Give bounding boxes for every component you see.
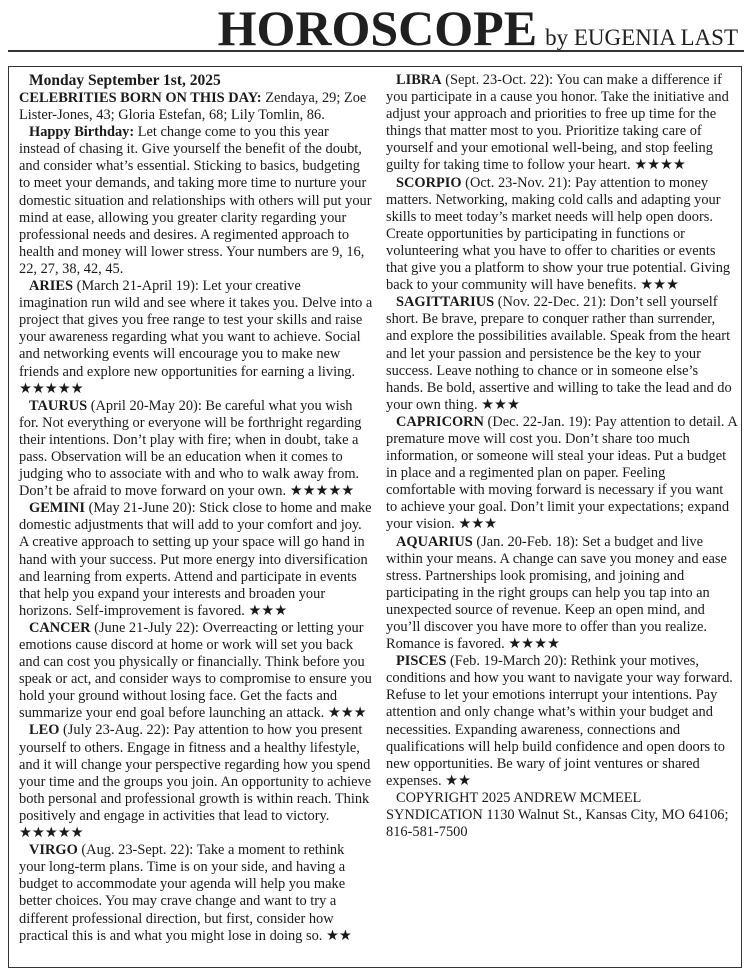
celebrities-label: CELEBRITIES BORN ON THIS DAY: bbox=[19, 90, 262, 106]
date-heading: Monday September 1st, 2025 bbox=[29, 72, 221, 89]
masthead-rule bbox=[8, 50, 744, 52]
sign-text: Be careful what you wish for. Not everything or everyone will be forthright regarding their intentions. Don’t play with fire; when in doubt, take a pass. Observation will be an education when it comes to judging who to associate with and who to walk away from. Don’t be afraid to move forward on your own. bbox=[19, 397, 362, 500]
copyright-notice: COPYRIGHT 2025 ANDREW MCMEEL SYNDICATION 1130 Walnut St., Kansas City, MO 64106; 816-581-7500 bbox=[386, 789, 729, 841]
sign-capricorn bbox=[386, 414, 738, 534]
sign-leo bbox=[19, 722, 373, 842]
sign-dates: (April 20-May 20): bbox=[87, 397, 206, 414]
star-rating: ★★★★★ bbox=[19, 380, 84, 397]
sign-text: Pay attention to how you present yourself to others. Engage in fitness and a healthy lifestyle, and it will change your perspective regarding how you spend your time and the groups you join. An opportunity to achieve both personal and professional growth is within reach. Think positively and engage in activities that lead to victory. bbox=[19, 722, 372, 824]
sign-text: Take a moment to rethink your long-term plans. Time is on your side, and having a budget to accommodate your agenda will help you make better choices. You may crave change and want to try a different professional direction, but first, consider how practical this is and what you might lose in doing so. bbox=[19, 842, 346, 944]
byline: by EUGENIA LAST bbox=[545, 25, 738, 50]
sign-dates: (Aug. 23-Sept. 22): bbox=[77, 842, 197, 859]
sign-gemini bbox=[19, 500, 373, 620]
sign-scorpio bbox=[386, 175, 738, 295]
page-title: HOROSCOPE bbox=[217, 0, 538, 56]
star-rating: ★★★★★ bbox=[19, 825, 84, 842]
sign-dates: (Oct. 23-Nov. 21): bbox=[461, 174, 575, 191]
right-column bbox=[386, 72, 738, 841]
sign-text: Don’t sell yourself short. Be brave, prepare to conquer rather than surrender, and explore the possibilities available. Speak from the heart and let your passion and persistence be the key to your success. Leave nothing to chance or in someone else’s hands. Be bold, assertive and willing to take the lead and do your own thing. bbox=[386, 294, 732, 413]
sign-text: Pay attention to detail. A premature move will cost you. Don’t share too much information, or someone will steal your ideas. Put a budget in place and a regimented plan on paper. Feeling comfortable with moving forward is necessary if you want to achieve your goal. Don’t limit your expectations; expand your vision. bbox=[386, 413, 737, 533]
star-rating: ★★★★★ bbox=[286, 483, 355, 500]
sign-text: Overreacting or letting your emotions cause discord at home or work will set you back and can cost you physically or financially. Think before you speak or act, and consider ways to compromise to ensure you hold your ground without losing face. Get the facts and summarize your end goal before launching an attack. bbox=[19, 619, 372, 722]
sign-dates: (Sept. 23-Oct. 22): bbox=[441, 72, 557, 88]
sign-name: CANCER bbox=[29, 619, 91, 636]
sign-dates: (Feb. 19-March 20): bbox=[446, 653, 571, 670]
sign-cancer bbox=[19, 620, 373, 723]
sign-name: LIBRA bbox=[396, 72, 442, 88]
star-rating: ★★★ bbox=[454, 516, 498, 533]
sign-text: Stick close to home and make domestic adjustments that will add to your comfort and joy. A creative approach to setting up your space will go hand in hand with your success. Put more energy into diversification and learning from experts. Attend and participate in events that help you expand your interests and broaden your horizons. Self-improvement is favored. bbox=[19, 500, 372, 619]
sign-text: You can make a difference if you participate in a cause you honor. Take the initiative and adjust your approach and priorities to free up time for the things that matter most to you. Prioritize taking care of yourself and your emotional well-being, and stop feeling guilty for taking time to follow your heart. bbox=[386, 72, 729, 174]
sign-name: AQUARIUS bbox=[396, 533, 473, 550]
sign-aries bbox=[19, 278, 373, 398]
sign-name: GEMINI bbox=[29, 500, 85, 517]
sign-name: CAPRICORN bbox=[396, 413, 484, 430]
sign-dates: (May 21-June 20): bbox=[84, 500, 200, 517]
sign-dates: (March 21-April 19): bbox=[73, 278, 203, 295]
sign-name: PISCES bbox=[396, 653, 447, 670]
sign-name: SCORPIO bbox=[396, 174, 462, 191]
star-rating: ★★ bbox=[441, 772, 471, 789]
sign-name: LEO bbox=[29, 722, 60, 739]
sign-sagittarius bbox=[386, 294, 738, 414]
sign-dates: (July 23-Aug. 22): bbox=[59, 722, 174, 739]
sign-text: Pay attention to money matters. Networking, making cold calls and adapting your skills to meet today’s market needs will help open doors. Create opportunities by participating in functions or volunteering what you have to offer to charities or events that give you a platform to show your true potential. Giving back to your community will have benefits. bbox=[386, 174, 731, 294]
sign-text: Let your creative imagination run wild and see where it takes you. Delve into a project that gives you free range to test your skills and raise your awareness regarding what you want to achieve. Social and networking events will encourage you to make new friends and explore new opportunities for earning a living. bbox=[19, 278, 373, 380]
birthday-paragraph bbox=[19, 124, 373, 278]
masthead bbox=[0, 0, 750, 58]
celebrities-text: Zendaya, 29; Zoe Lister-Jones, 43; Gloria Estefan, 68; Lily Tomlin, 86. bbox=[19, 90, 367, 124]
sign-name: TAURUS bbox=[29, 397, 88, 414]
birthday-text: Let change come to you this year instead of chasing it. Give yourself the benefit of the doubt, and consider what’s essential. Sticking to basics, budgeting to meet your demands, and taking more time to nurture your domestic situation and relationships with others will put your mind at ease, allowing you greater clarity regarding your professional needs and desires. A regimented approach to health and money will lower stress. Your numbers are 9, 16, 22, 27, 38, 42, 45. bbox=[19, 124, 372, 277]
star-rating: ★★★ bbox=[477, 396, 520, 413]
sign-dates: (June 21-July 22): bbox=[90, 619, 203, 636]
star-rating: ★★ bbox=[322, 927, 352, 944]
star-rating: ★★★ bbox=[324, 705, 367, 722]
sign-libra bbox=[386, 72, 738, 175]
sign-aquarius bbox=[386, 534, 738, 654]
sign-dates: (Nov. 22-Dec. 21): bbox=[494, 294, 610, 311]
sign-virgo bbox=[19, 842, 373, 945]
star-rating: ★★★ bbox=[244, 602, 288, 619]
star-rating: ★★★★ bbox=[630, 157, 686, 174]
sign-text: Set a budget and live within your means. A change can save you money and ease stress. Partnerships look promising, and joining and participating in the right groups can help you tap into an unexpected source of revenue. Keep an open mind, and you’ll discover you have more to offer than you realize. Romance is favored. bbox=[386, 533, 727, 653]
sign-dates: (Jan. 20-Feb. 18): bbox=[472, 533, 583, 550]
left-column bbox=[19, 72, 373, 945]
sign-taurus bbox=[19, 398, 373, 501]
sign-name: SAGITTARIUS bbox=[396, 294, 495, 311]
masthead-title-row bbox=[218, 2, 738, 54]
star-rating: ★★★ bbox=[636, 277, 679, 294]
sign-name: VIRGO bbox=[29, 842, 78, 859]
celebrities-paragraph bbox=[19, 90, 373, 124]
sign-name: ARIES bbox=[29, 278, 73, 295]
sign-text: Rethink your motives, conditions and how you want to navigate your way forward. Refuse to let your emotions interrupt your intentions. Pay attention and only change what’s within your budget and necessities. Expanding awareness, connections and qualifications will help build confidence and open doors to new opportunities. Be wary of joint ventures or shared expenses. bbox=[386, 653, 733, 789]
sign-pisces bbox=[386, 653, 738, 790]
column-frame bbox=[8, 66, 742, 968]
star-rating: ★★★★ bbox=[504, 636, 560, 653]
birthday-label: Happy Birthday: bbox=[29, 124, 135, 141]
sign-dates: (Dec. 22-Jan. 19): bbox=[483, 413, 596, 430]
